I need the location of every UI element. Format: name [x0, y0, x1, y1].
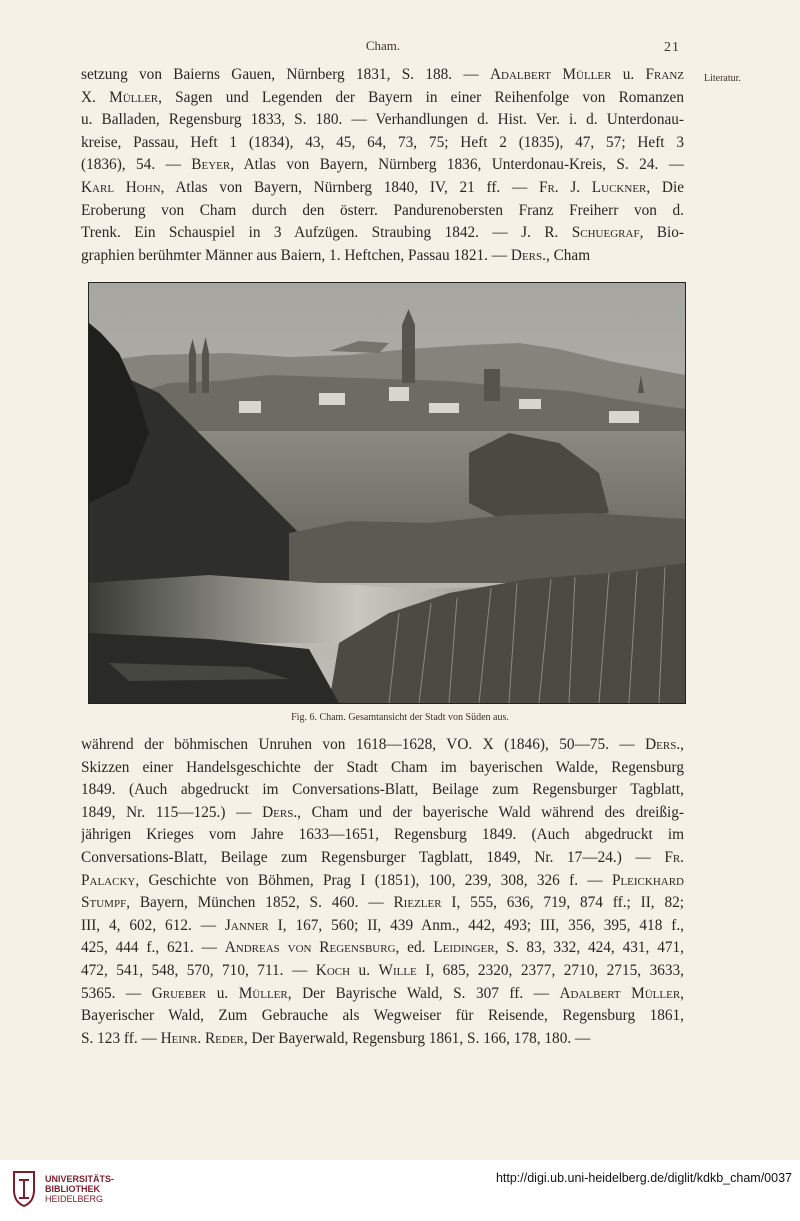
text-run: Eroberung von Cham durch den österr. Pandurenobersten Franz Freiherr von d.	[81, 201, 684, 219]
text-line	[81, 200, 684, 223]
author-name: Janner	[224, 916, 269, 934]
author-name: Andreas von Regensburg	[224, 939, 396, 957]
text-run: u.	[206, 984, 239, 1002]
text-run: , Der Bayerwald, Regensburg 1861, S. 166, 178, 180. —	[243, 1029, 591, 1047]
text-run: Trenk. Ein Schauspiel in 3 Aufzügen. Straubing 1842. —	[81, 224, 522, 242]
text-run: während der böhmischen Unruhen von 1618—1628, VO. X (1846), 50—75. —	[81, 736, 646, 753]
source-url-link[interactable]: http://digi.ub.uni-heidelberg.de/diglit/kdkb_cham/0037	[495, 1171, 792, 1185]
text-line	[81, 915, 684, 938]
text-line	[81, 87, 684, 110]
text-run: jährigen Krieges vom Jahre 1633—1651, Regensburg 1849. (Auch abgedruckt im	[81, 826, 684, 844]
text-run: , Atlas von Bayern, Nürnberg 1836, Unterdonau-Kreis, S. 24. —	[230, 156, 684, 174]
text-run: , Geschichte von Böhmen, Prag I (1851), 100, 239, 308, 326 f. —	[135, 871, 612, 889]
text-run: III, 4, 602, 612. —	[81, 916, 225, 934]
text-run: , Atlas von Bayern, Nürnberg 1840, IV, 21 ff. —	[160, 178, 539, 196]
author-name: Adalbert Müller	[490, 66, 612, 83]
author-name: Ders.	[510, 246, 546, 264]
text-line	[81, 802, 684, 825]
author-name: Wille	[378, 961, 417, 979]
text-run: , S. 83, 332, 424, 431, 471,	[494, 939, 684, 957]
text-line	[81, 64, 684, 87]
author-name: Koch	[315, 961, 351, 979]
author-name: Franz	[645, 66, 684, 83]
author-name: Beyer	[191, 156, 231, 174]
text-run: Bayerischer Wald, Zum Gebrauche als Wegweiser für Reisende, Regensburg 1861,	[81, 1007, 684, 1025]
text-line	[81, 1005, 684, 1028]
library-name-line: BIBLIOTHEK	[45, 1184, 100, 1194]
text-run: , Cham und der bayerische Wald während des dreißig-	[297, 803, 684, 821]
text-run: Skizzen einer Handelsgeschichte der Stadt Cham im bayerischen Walde, Regensburg	[81, 758, 684, 776]
text-run: X.	[81, 88, 110, 106]
paragraph-bottom	[81, 734, 684, 1050]
text-run: Conversations-Blatt, Beilage zum Regensburger Tagblatt, 1849, Nr. 17—24.) —	[81, 848, 665, 866]
author-name: Heinr. Reder	[160, 1029, 244, 1047]
figure-caption: Fig. 6. Cham. Gesamtansicht der Stadt von Süden aus.	[291, 712, 509, 723]
text-run: , Der Bayrische Wald, S. 307 ff. —	[287, 984, 560, 1002]
text-run: ,	[680, 984, 684, 1002]
text-line	[81, 870, 684, 893]
library-name-line: UNIVERSITÄTS-	[45, 1174, 115, 1184]
text-line	[81, 824, 684, 847]
text-run: , ed.	[395, 939, 434, 957]
text-run: 1849. (Auch abgedruckt im Conversations-Blatt, Beilage zum Regensburger Tagblatt,	[81, 781, 684, 799]
text-line	[81, 937, 684, 960]
author-name: Palacky	[81, 871, 136, 889]
text-line	[81, 779, 684, 802]
town-panorama-image	[89, 283, 685, 703]
text-line	[81, 734, 684, 757]
library-name-line: HEIDELBERG	[45, 1194, 104, 1204]
text-line	[81, 109, 684, 132]
text-run: I, 555, 636, 719, 874 ff.; II, 82;	[441, 894, 684, 912]
author-name: Pleickhard	[611, 871, 684, 889]
text-run: kreise, Passau, Heft 1 (1834), 43, 45, 64, 73, 75; Heft 2 (1835), 47, 57; Heft 3	[81, 133, 684, 151]
text-run: u.	[350, 961, 379, 979]
text-run: 425, 444 f., 621. —	[81, 939, 225, 957]
text-run: I, 167, 560; II, 439 Anm., 442, 493; III, 356, 395, 418 f.,	[268, 916, 684, 934]
text-run: u. Balladen, Regensburg 1833, S. 180. — Verhandlungen d. Hist. Ver. i. d. Unterdonau-	[81, 111, 684, 129]
running-header-title: Cham.	[365, 38, 401, 53]
text-line	[81, 983, 684, 1006]
text-line	[81, 222, 684, 245]
paragraph-top	[81, 64, 684, 267]
author-name: Grueber	[151, 984, 207, 1002]
text-run: I, 685, 2320, 2377, 2710, 2715, 3633,	[416, 961, 684, 979]
text-line	[81, 847, 684, 870]
author-name: Stumpf	[81, 894, 127, 912]
text-run: u.	[611, 66, 646, 83]
text-run: graphien berühmter Männer aus Baiern, 1. Heftchen, Passau 1821. —	[81, 246, 511, 264]
text-line	[81, 960, 684, 983]
text-run: 472, 541, 548, 570, 710, 711. —	[81, 961, 316, 979]
author-name: Fr. J. Luckner	[538, 178, 647, 196]
text-run: , Cham	[545, 246, 591, 264]
text-line	[81, 245, 684, 268]
library-name	[45, 1174, 114, 1204]
text-run: , Bio-	[639, 224, 684, 242]
author-name: Adalbert Müller	[559, 984, 681, 1002]
text-run: 1849, Nr. 115—125.) —	[81, 803, 263, 821]
text-line	[81, 132, 684, 155]
text-line	[81, 757, 684, 780]
text-run: , Die	[646, 178, 684, 196]
text-run: setzung von Baierns Gauen, Nürnberg 1831, S. 188. —	[81, 66, 490, 83]
author-name: Karl Hohn	[81, 178, 161, 196]
author-name: Riezler	[393, 894, 442, 912]
author-name: Ders.	[645, 736, 681, 753]
text-line	[81, 892, 684, 915]
text-line	[81, 177, 684, 200]
text-run: (1836), 54. —	[81, 156, 192, 174]
author-name: J. R. Schuegraf	[521, 224, 640, 242]
author-name: Müller	[109, 88, 159, 106]
page-number: 21	[664, 40, 680, 55]
footer-bar	[0, 1160, 800, 1221]
margin-note: Literatur.	[704, 73, 741, 84]
text-run: , Sagen und Legenden der Bayern in einer Reihenfolge von Romanzen	[158, 88, 684, 106]
text-line	[81, 1028, 684, 1051]
university-library-logo-icon[interactable]	[10, 1168, 38, 1208]
author-name: Müller	[238, 984, 288, 1002]
text-run: S. 123 ff. —	[81, 1029, 161, 1047]
text-run: ,	[680, 736, 684, 753]
text-run: 5365. —	[81, 984, 152, 1002]
author-name: Ders.	[262, 803, 298, 821]
text-run: , Bayern, München 1852, S. 460. —	[126, 894, 394, 912]
text-line	[81, 154, 684, 177]
author-name: Leidinger	[433, 939, 495, 957]
author-name: Fr.	[664, 848, 684, 866]
figure-photograph	[88, 282, 686, 704]
